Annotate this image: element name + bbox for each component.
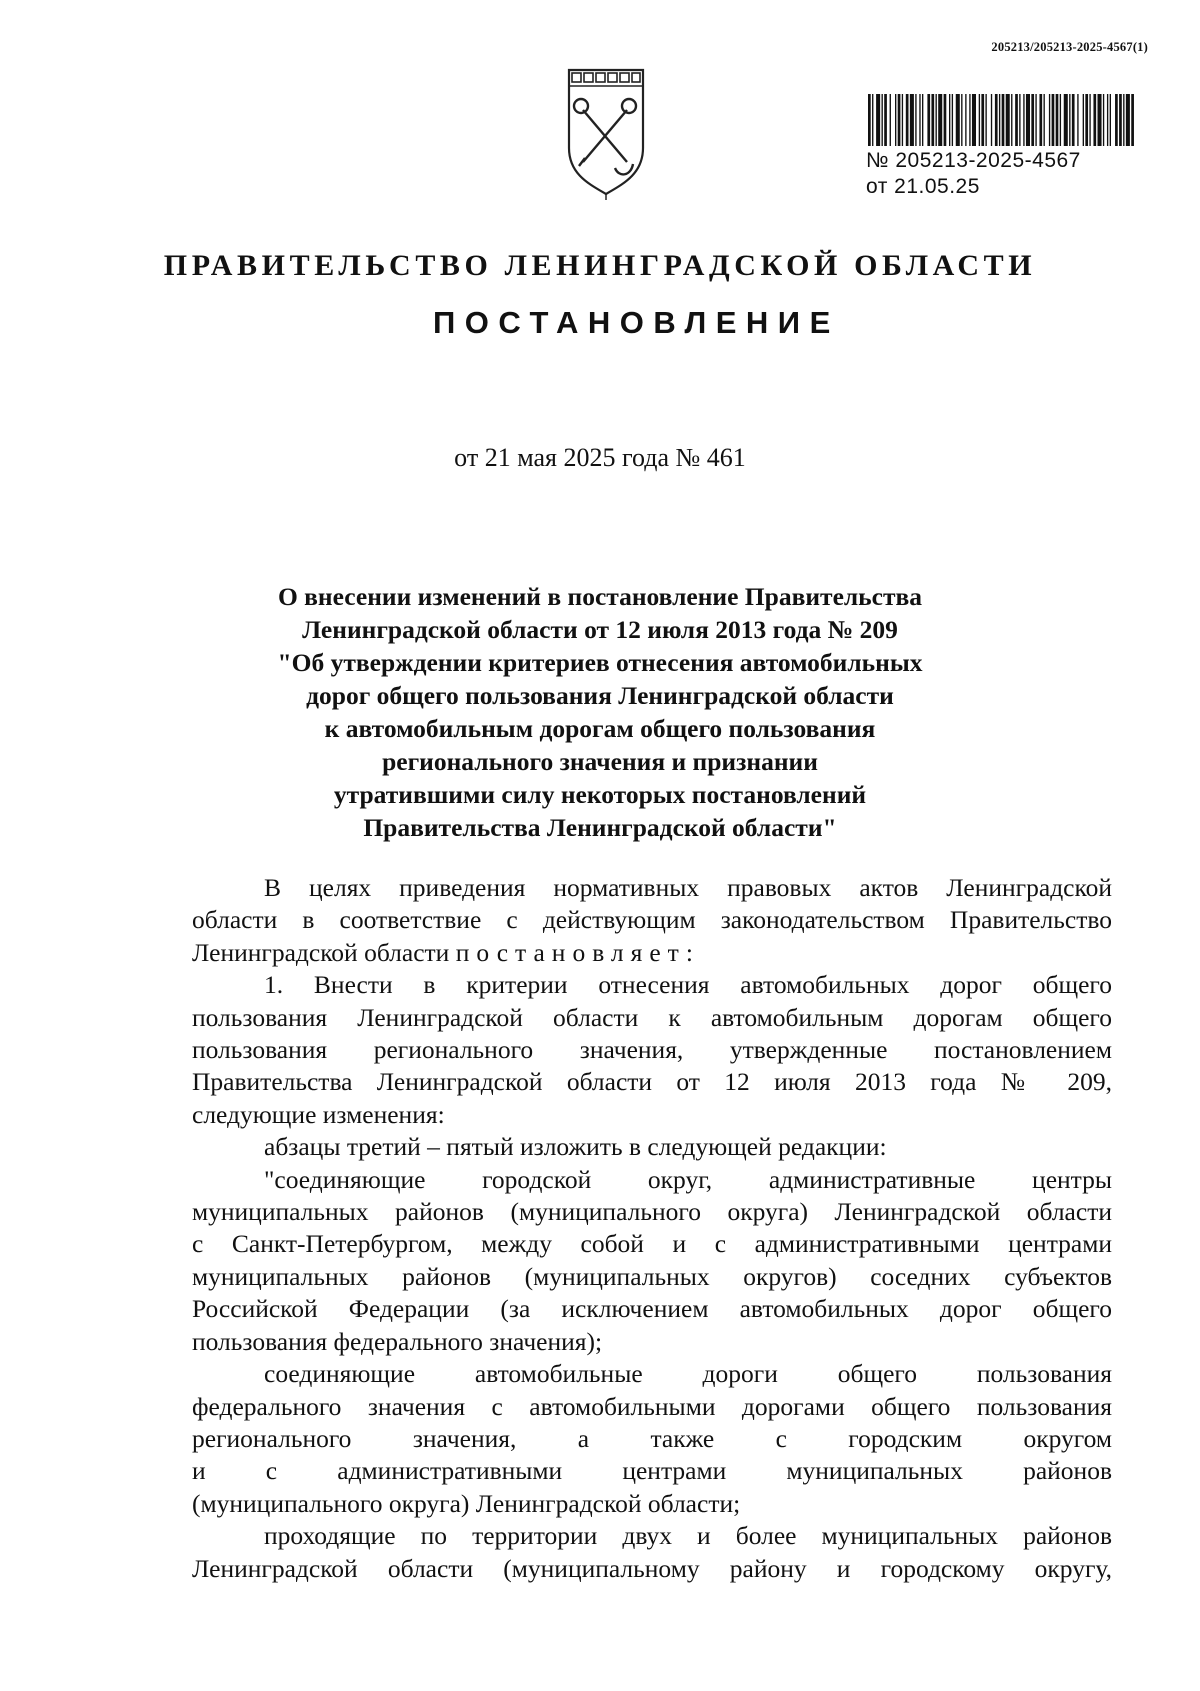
barcode-bar xyxy=(979,94,980,146)
organization-title: ПРАВИТЕЛЬСТВО ЛЕНИНГРАДСКОЙ ОБЛАСТИ xyxy=(163,249,1037,282)
barcode-bar xyxy=(1031,94,1034,146)
barcode-bar xyxy=(936,94,937,146)
heading-line: утратившими силу некоторых постановлений xyxy=(333,780,867,809)
barcode-bar xyxy=(1119,94,1122,146)
heading-line: к автомобильным дорогам общего пользования xyxy=(324,714,876,743)
barcode-bar xyxy=(972,94,976,146)
barcode-bar xyxy=(1056,94,1059,146)
body-line: (муниципального округа) Ленинградской области; xyxy=(192,1488,741,1518)
body-line: Правительства Ленинградской области от 12 июля 2013 года № 209, xyxy=(192,1067,1112,1097)
heading-line: О внесении изменений в постановление Правительства xyxy=(277,582,923,611)
heading-line: дорог общего пользования Ленинградской области xyxy=(306,681,894,710)
barcode-bar xyxy=(1060,94,1061,146)
barcode-bar xyxy=(876,94,880,146)
barcode-bar xyxy=(922,94,923,146)
barcode-bar xyxy=(868,94,871,146)
barcode-bar xyxy=(1019,94,1020,146)
barcode-bar xyxy=(895,94,896,146)
barcode-bar xyxy=(1023,94,1024,146)
barcode-bar xyxy=(1049,94,1050,146)
registration-date: от 21.05.25 xyxy=(866,175,980,198)
body-line: абзацы третий – пятый изложить в следующей редакции: xyxy=(264,1132,887,1162)
barcode-bar xyxy=(1002,94,1005,146)
body-line: муниципальных районов (муниципального округа) Ленинградской области xyxy=(192,1197,1112,1227)
body-line: с Санкт-Петербургом, между собой и с административными центрами xyxy=(192,1229,1112,1259)
body-line: В целях приведения нормативных правовых актов Ленинградской xyxy=(264,873,1112,902)
barcode-bar xyxy=(949,94,950,146)
barcode-bar xyxy=(931,94,934,146)
barcode-bar xyxy=(1123,94,1124,146)
barcode-bar xyxy=(991,94,992,146)
barcode-bar xyxy=(1098,94,1102,146)
heading-line: Ленинградской области от 12 июля 2013 года № 209 xyxy=(302,615,898,644)
barcode-bar xyxy=(1089,94,1090,146)
barcode-bar xyxy=(1110,94,1111,146)
body-line: регионального значения, а также с городским округом xyxy=(192,1423,1112,1453)
barcode-bar xyxy=(952,94,953,146)
body-line: муниципальных районов (муниципальных округов) соседних субъектов xyxy=(192,1261,1112,1291)
barcode-bar xyxy=(1093,94,1096,146)
barcode-bar xyxy=(969,94,970,146)
barcode-bar xyxy=(910,94,914,146)
body-line: соединяющие автомобильные дороги общего пользования xyxy=(264,1359,1112,1389)
barcode-bar xyxy=(1052,94,1055,146)
body-line: пользования регионального значения, утвержденные постановлением xyxy=(192,1035,1112,1065)
barcode-bar xyxy=(1085,94,1088,146)
barcode-bar xyxy=(1103,94,1104,146)
barcode-bar xyxy=(906,94,909,146)
barcode-bar xyxy=(1083,94,1084,146)
barcode-bar xyxy=(965,94,966,146)
body-line: Российской Федерации (за исключением автомобильных дорог общего xyxy=(192,1294,1112,1324)
barcode-bar xyxy=(1107,94,1108,146)
document-heading xyxy=(190,580,1010,844)
body-line: пользования Ленинградской области к автомобильным дорогам общего xyxy=(192,1002,1112,1032)
body-line: области в соответствие с действующим законодательством Правительство xyxy=(192,905,1112,935)
barcode-bar xyxy=(1006,94,1010,146)
barcode-bar xyxy=(927,94,930,146)
barcode-bar xyxy=(898,94,901,146)
barcode-bar xyxy=(999,94,1000,146)
barcode xyxy=(868,94,1134,146)
barcode-bar xyxy=(1126,94,1130,146)
barcode-bar xyxy=(1072,94,1075,146)
body-line: и с административными центрами муниципальных районов xyxy=(192,1456,1112,1486)
barcode-bar xyxy=(1064,94,1068,146)
barcode-bar xyxy=(1011,94,1012,146)
heading-line: "Об утверждении критериев отнесения автомобильных xyxy=(277,648,923,677)
barcode-bar xyxy=(915,94,916,146)
document-type: ПОСТАНОВЛЕНИЕ xyxy=(433,305,840,340)
body-line: Ленинградской области (муниципальному району и городскому округу, xyxy=(192,1553,1112,1583)
barcode-bar xyxy=(1131,94,1134,146)
body-line: "соединяющие городской округ, административные центры xyxy=(264,1164,1112,1194)
barcode-bar xyxy=(981,94,984,146)
barcode-bar xyxy=(1015,94,1018,146)
barcode-bar xyxy=(1069,94,1070,146)
barcode-bar xyxy=(1044,94,1045,146)
heading-line: регионального значения и признании xyxy=(382,747,818,776)
barcode-bar xyxy=(956,94,960,146)
coat-of-arms-icon xyxy=(565,66,647,202)
barcode-bar xyxy=(890,94,891,146)
body-text: Ленинградской области xyxy=(192,937,450,967)
barcode-bar xyxy=(938,94,942,146)
body-line: проходящие по территории двух и более муниципальных районов xyxy=(264,1521,1112,1551)
body-line: федерального значения с автомобильными дорогами общего пользования xyxy=(192,1391,1112,1421)
resolution-word: постановляет: xyxy=(455,937,700,967)
body-line: следующие изменения: xyxy=(192,1099,445,1129)
barcode-bar xyxy=(1035,94,1036,146)
barcode-bar xyxy=(985,94,986,146)
body-line xyxy=(192,937,1112,969)
barcode-bar xyxy=(884,94,887,146)
document-body xyxy=(192,872,1112,1585)
barcode-bar xyxy=(944,94,947,146)
barcode-bar xyxy=(1039,94,1042,146)
decree-date-number: от 21 мая 2025 года № 461 xyxy=(454,443,746,472)
barcode-bar xyxy=(995,94,998,146)
body-line: пользования федерального значения); xyxy=(192,1326,603,1356)
body-line: 1. Внести в критерии отнесения автомобильных дорог общего xyxy=(264,970,1112,1000)
barcode-bar xyxy=(902,94,903,146)
barcode-bar xyxy=(1115,94,1118,146)
barcode-bar xyxy=(1077,94,1078,146)
barcode-bar xyxy=(882,94,883,146)
barcode-bar xyxy=(1026,94,1030,146)
document-reference: 205213/205213-2025-4567(1) xyxy=(991,40,1148,54)
barcode-bar xyxy=(872,94,873,146)
heading-line: Правительства Ленинградской области" xyxy=(363,813,837,842)
barcode-bar xyxy=(961,94,962,146)
barcode-bar xyxy=(919,94,920,146)
registration-number: № 205213-2025-4567 xyxy=(866,149,1081,172)
